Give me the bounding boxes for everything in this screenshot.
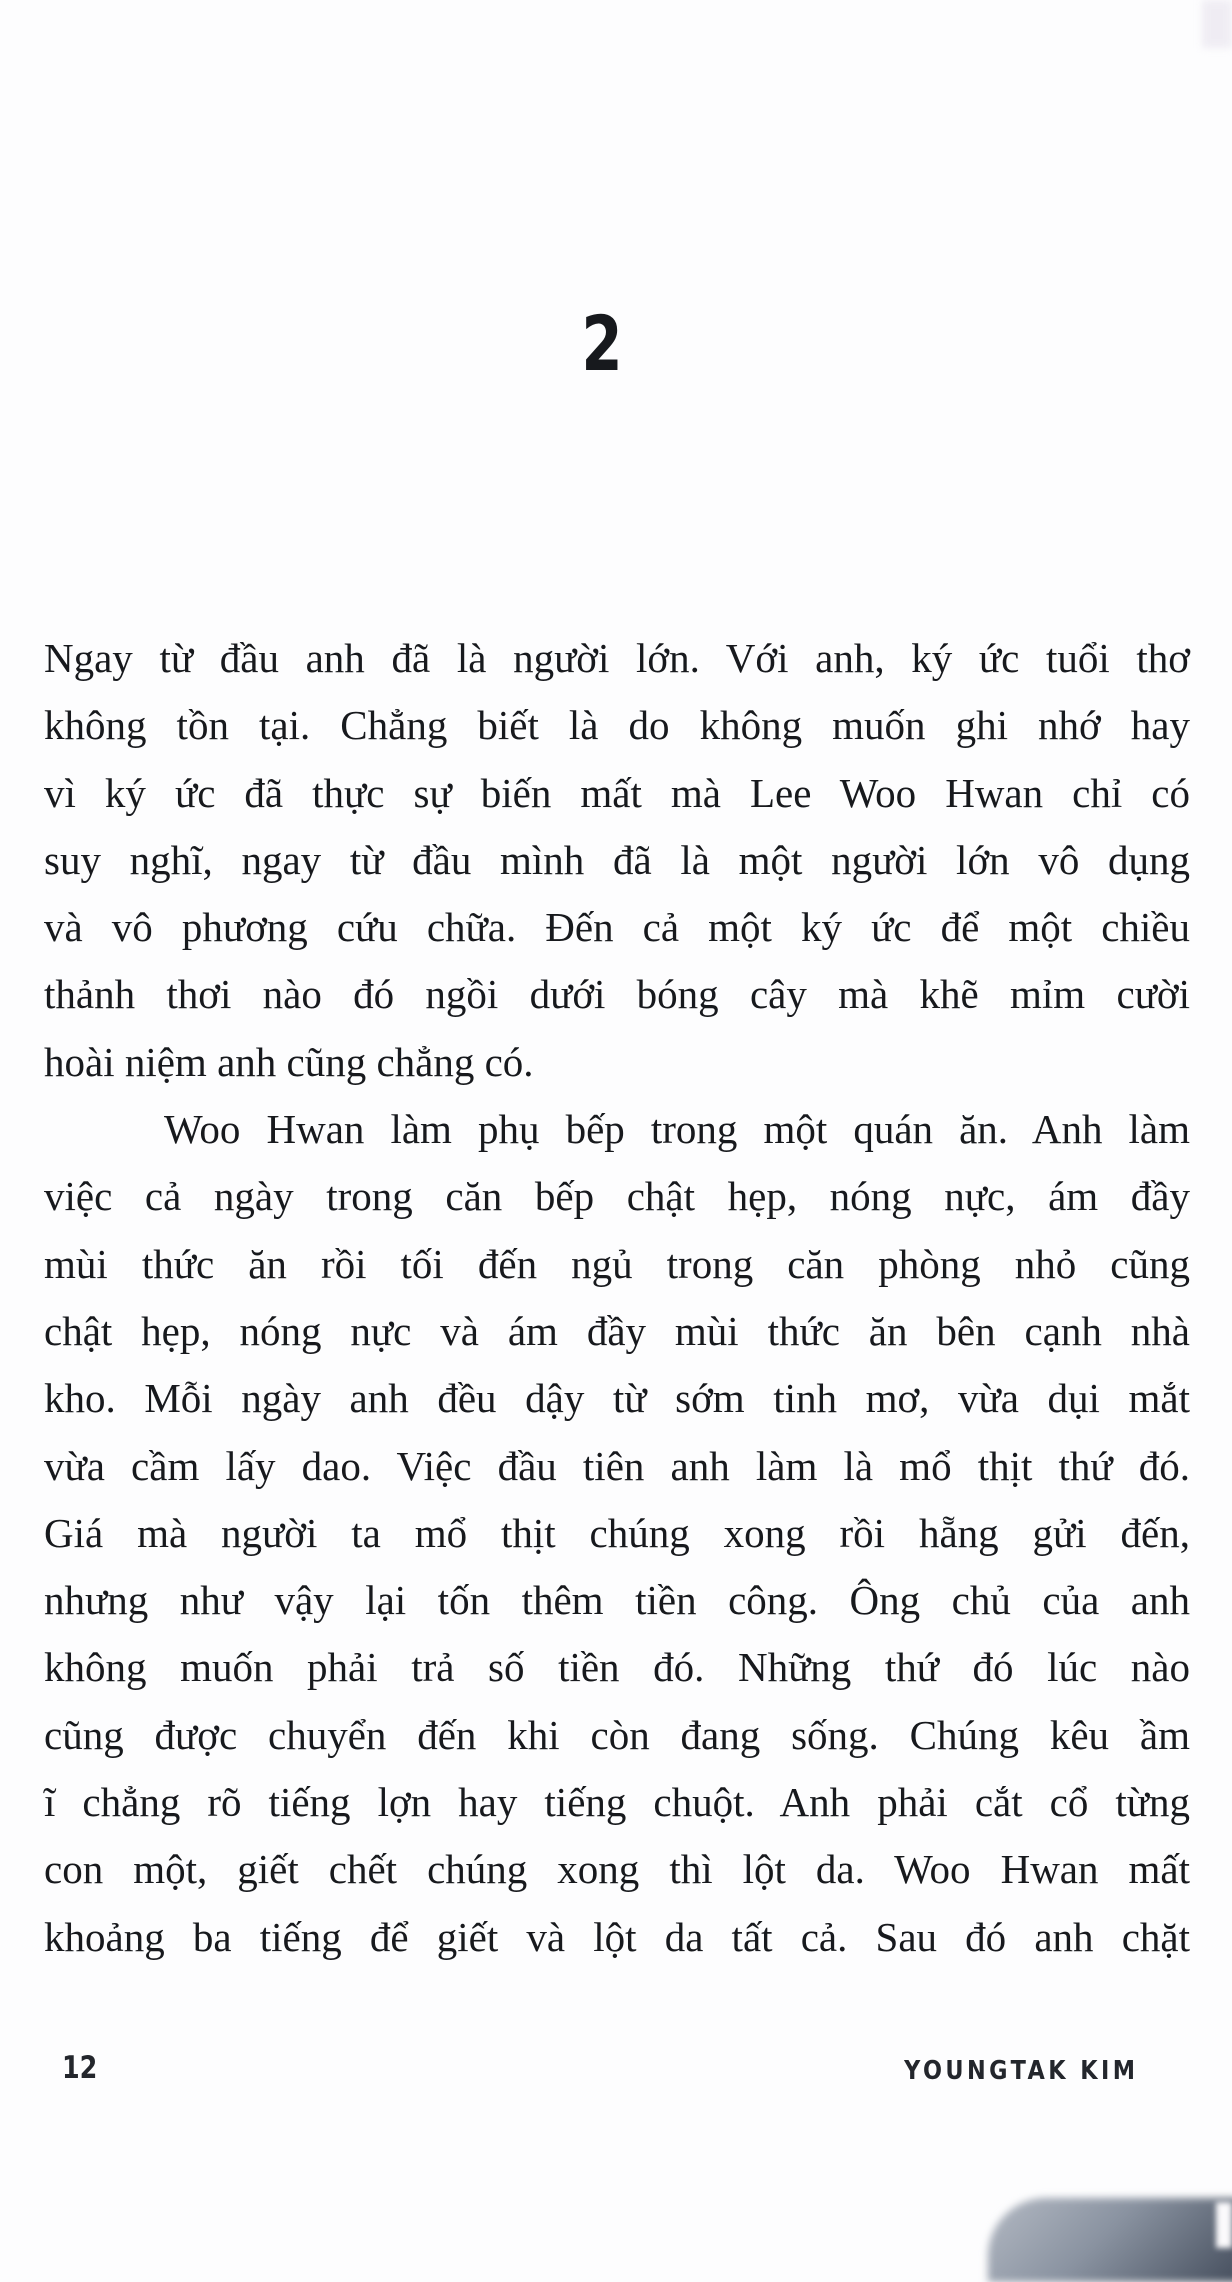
body-line: con một, giết chết chúng xong thì lột da. Woo Hwan mất <box>44 1846 1190 1893</box>
body-line: vừa cầm lấy dao. Việc đầu tiên anh làm là mổ thịt thứ đó. <box>44 1442 1190 1489</box>
body-line: hoài niệm anh cũng chẳng có. <box>44 1038 534 1085</box>
running-header-author: YOUNGTAK KIM <box>903 2056 1138 2086</box>
body-line: Woo Hwan làm phụ bếp trong một quán ăn. Anh làm <box>164 1106 1190 1153</box>
body-line: vì ký ức đã thực sự biến mất mà Lee Woo Hwan chỉ có <box>44 769 1190 816</box>
body-line: không muốn phải trả số tiền đó. Những thứ đó lúc nào <box>44 1644 1190 1691</box>
page-number: 12 <box>62 2050 98 2086</box>
body-line: không tồn tại. Chẳng biết là do không muốn ghi nhớ hay <box>44 702 1190 749</box>
chapter-number: 2 <box>581 299 623 388</box>
body-line: ĩ chẳng rõ tiếng lợn hay tiếng chuột. Anh phải cắt cổ từng <box>44 1779 1190 1826</box>
body-line: nhưng như vậy lại tốn thêm tiền công. Ông chủ của anh <box>44 1577 1190 1624</box>
scan-edge-smudge <box>1202 0 1232 48</box>
page-curl-shadow <box>988 2198 1232 2282</box>
body-line: và vô phương cứu chữa. Đến cả một ký ức để một chiều <box>44 904 1190 951</box>
page-curl-highlight <box>1216 2202 1232 2248</box>
body-line: việc cả ngày trong căn bếp chật hẹp, nóng nực, ám đầy <box>44 1173 1190 1220</box>
body-text-block <box>44 625 1190 1971</box>
body-line: chật hẹp, nóng nực và ám đầy mùi thức ăn bên cạnh nhà <box>44 1307 1190 1354</box>
body-line: Ngay từ đầu anh đã là người lớn. Với anh, ký ức tuổi thơ <box>44 635 1190 681</box>
body-line: suy nghĩ, ngay từ đầu mình đã là một người lớn vô dụng <box>44 836 1190 883</box>
body-line: kho. Mỗi ngày anh đều dậy từ sớm tinh mơ, vừa dụi mắt <box>44 1375 1190 1422</box>
body-line: Giá mà người ta mổ thịt chúng xong rồi hẵng gửi đến, <box>44 1509 1190 1556</box>
body-line: cũng được chuyển đến khi còn đang sống. Chúng kêu ầm <box>44 1711 1190 1758</box>
body-line: mùi thức ăn rồi tối đến ngủ trong căn phòng nhỏ cũng <box>44 1240 1190 1287</box>
body-line: khoảng ba tiếng để giết và lột da tất cả. Sau đó anh chặt <box>44 1913 1190 1960</box>
body-line: thảnh thơi nào đó ngồi dưới bóng cây mà khẽ mỉm cười <box>44 971 1190 1018</box>
